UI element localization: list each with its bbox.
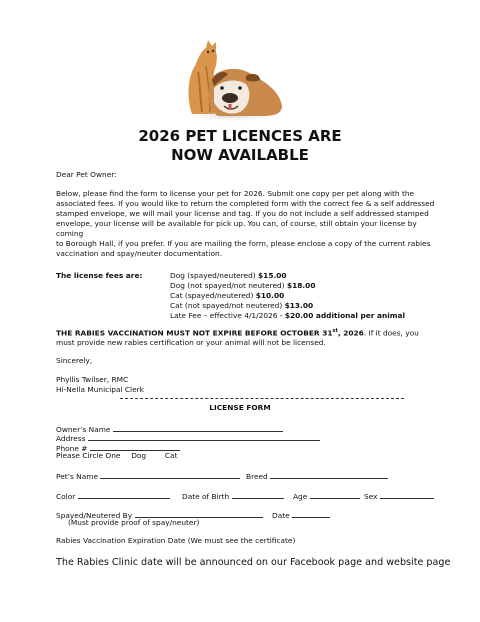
pet-name-field[interactable]: Pet’s Name (56, 470, 240, 482)
signer-title: Hi-Nella Municipal Clerk (56, 385, 144, 394)
spayed-by-field[interactable]: Spayed/Neutered By (56, 509, 263, 521)
signer-name: Phyllis Twilser, RMC (56, 375, 129, 384)
dog-option[interactable]: Dog (131, 451, 147, 460)
age-field[interactable]: Age (293, 490, 360, 502)
intro-line: to Borough Hall, if you prefer. If you are mailing the form, please enclose a copy of the current rabies (56, 239, 431, 248)
intro-line: envelope, your license will be available for pick up. You can, of course, still obtain your license by coming (56, 219, 417, 238)
intro-paragraph (56, 189, 446, 259)
greeting: Dear Pet Owner: (56, 170, 117, 179)
cat-and-bulldog-photo-icon (170, 36, 290, 122)
fee-item: Cat (not spayed/not neutered) $13.00 (170, 301, 314, 310)
form-title: LICENSE FORM (209, 403, 271, 412)
color-field[interactable]: Color (56, 490, 170, 502)
footer-note: The Rabies Clinic date will be announced on our Facebook page and website page (56, 557, 451, 568)
intro-line: vaccination and spay/neuter documentation. (56, 249, 223, 258)
address-field[interactable]: Address (56, 432, 320, 444)
divider (120, 398, 404, 399)
intro-line: stamped envelope, we will mail your license and tag. If you do not include a self addressed stamped (56, 209, 429, 218)
rabies-notice: THE RABIES VACCINATION MUST NOT EXPIRE BEFORE OCTOBER 31st, 2026. If it does, you must provide new rabies certification or your animal will not be licensed. (56, 328, 419, 348)
fees-label: The license fees are: (56, 271, 143, 280)
intro-line: Below, please find the form to license your pet for 2026. Submit one copy per pet along with the (56, 189, 415, 198)
owner-name-field[interactable]: Owner’s Name (56, 423, 283, 435)
fee-item: Dog (spayed/neutered) $15.00 (170, 271, 287, 280)
breed-field[interactable]: Breed (246, 470, 388, 482)
cat-option[interactable]: Cat (164, 451, 178, 460)
proof-note: (Must provide proof of spay/neuter) (68, 518, 200, 527)
fee-item: Dog (not spayed/not neutered) $18.00 (170, 281, 316, 290)
fee-item: Late Fee – effective 4/1/2026 - $20.00 additional per animal (170, 311, 406, 320)
circle-one-line: Please Circle One Dog Cat (56, 451, 178, 460)
rabies-exp-field[interactable]: Rabies Vaccination Expiration Date (We must see the certificate) (56, 536, 296, 545)
intro-line: associated fees. If you would like to return the completed form with the correct fee & a self addressed (56, 199, 435, 208)
fee-item: Cat (spayed/neutered) $10.00 (170, 291, 285, 300)
phone-field[interactable]: Phone # (56, 442, 180, 454)
dob-field[interactable]: Date of Birth (182, 490, 284, 502)
page-title-line1: 2026 PET LICENCES ARE (138, 127, 342, 145)
fees-list (170, 271, 405, 321)
date-field[interactable]: Date (272, 509, 330, 521)
page-title-line2: NOW AVAILABLE (171, 146, 309, 164)
sex-field[interactable]: Sex (364, 490, 434, 502)
closing: Sincerely, (56, 356, 93, 365)
